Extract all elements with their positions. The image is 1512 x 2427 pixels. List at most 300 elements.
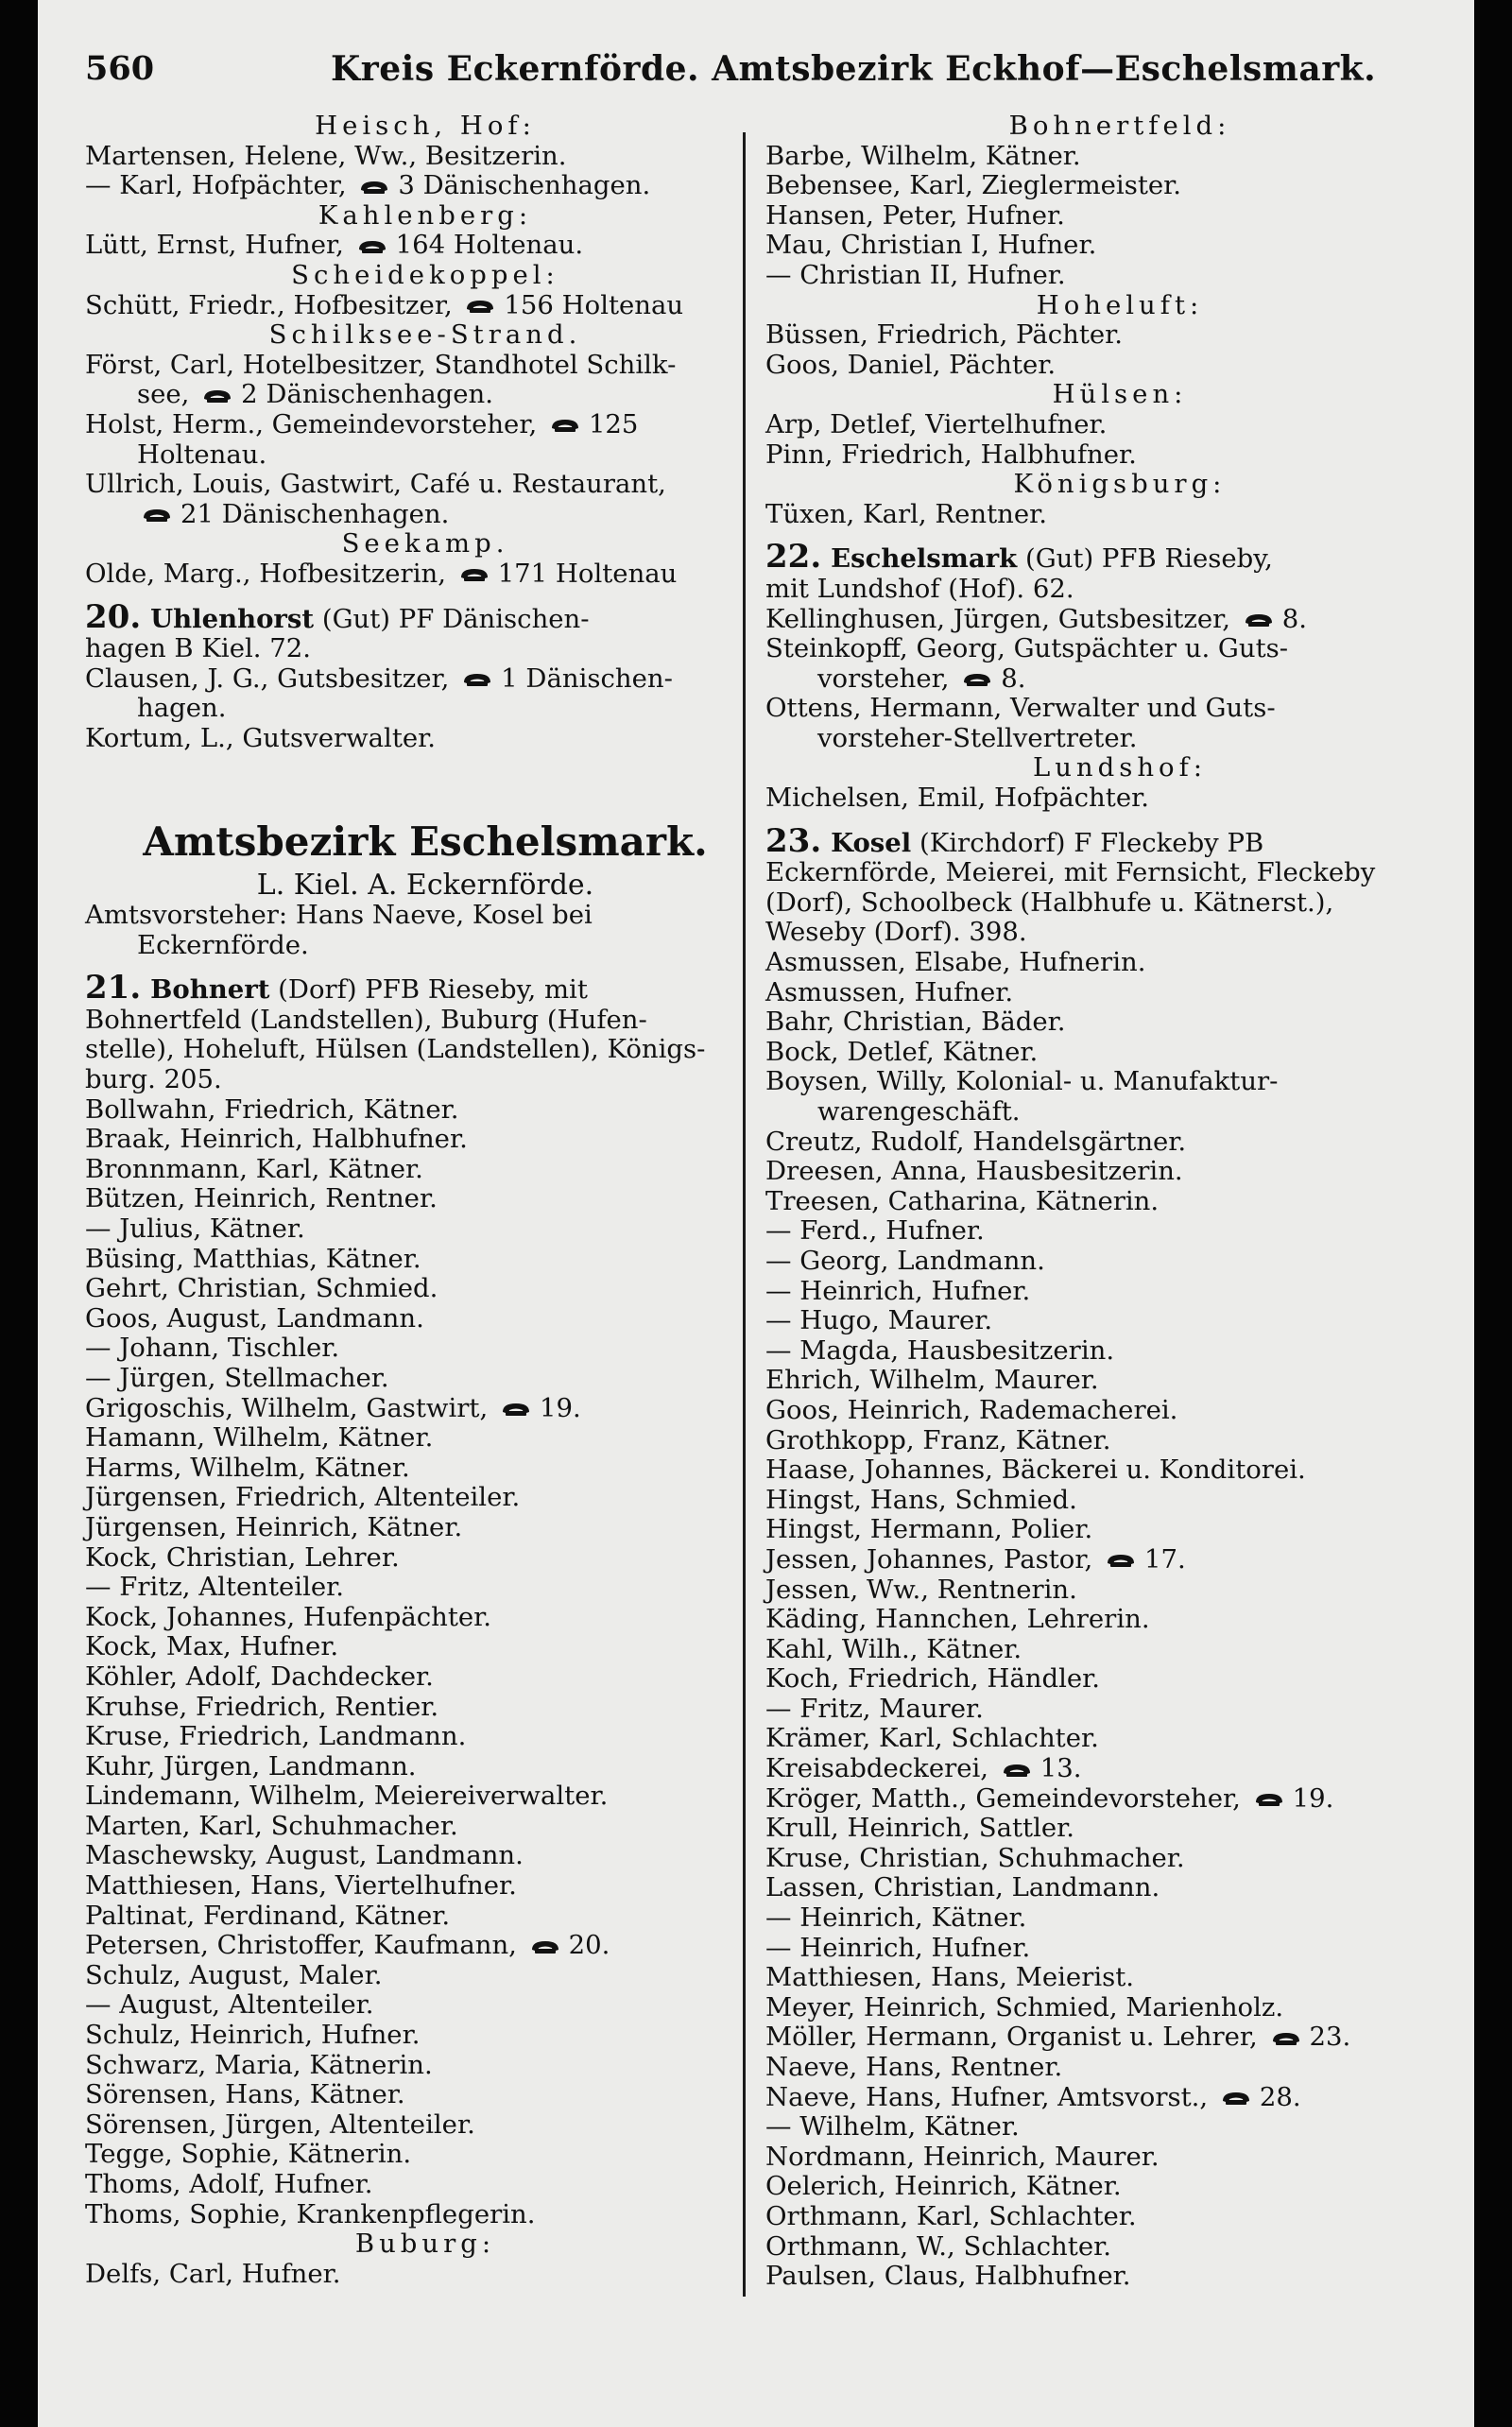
page bbox=[38, 0, 1474, 2427]
directory-line bbox=[765, 1486, 1474, 1516]
directory-line bbox=[85, 2170, 765, 2200]
line-text: Creutz, Rudolf, Handelsgärtner. bbox=[765, 1126, 1187, 1157]
line-text: L. Kiel. A. Eckernförde. bbox=[256, 869, 594, 903]
directory-line bbox=[765, 1754, 1474, 1784]
line-text: Orthmann, W., Schlachter. bbox=[765, 2230, 1111, 2262]
line-text: Thoms, Adolf, Hufner. bbox=[85, 2169, 373, 2199]
entry-number: 20. bbox=[85, 597, 142, 636]
directory-line bbox=[85, 440, 765, 471]
directory-line bbox=[765, 1635, 1474, 1665]
directory-line bbox=[85, 1184, 765, 1214]
directory-line bbox=[765, 1605, 1474, 1635]
locality-heading bbox=[85, 529, 765, 559]
line-text: Marten, Karl, Schuhmacher. bbox=[85, 1810, 458, 1841]
directory-line bbox=[85, 1961, 765, 1991]
line-text: Heisch, Hof: bbox=[315, 111, 536, 141]
directory-line bbox=[765, 171, 1474, 201]
directory-line bbox=[85, 291, 765, 321]
phone-number: 156 Holtenau bbox=[504, 289, 684, 320]
running-title: Kreis Eckernförde. Amtsbezirk Eckhof—Eschelsmark. bbox=[331, 49, 1377, 89]
line-text: Paltinat, Ferdinand, Kätner. bbox=[85, 1900, 451, 1931]
directory-line bbox=[85, 1364, 765, 1394]
line-text: hagen. bbox=[137, 693, 227, 724]
locality-heading bbox=[85, 320, 765, 351]
line-text: (Dorf), Schoolbeck (Halbhufe u. Kätnerst.), bbox=[765, 886, 1334, 918]
directory-line bbox=[765, 1545, 1474, 1575]
directory-line bbox=[765, 888, 1474, 919]
line-text: Lundshof: bbox=[1032, 752, 1208, 783]
line-text: — Heinrich, Hufner. bbox=[765, 1275, 1031, 1306]
page-header bbox=[85, 49, 1377, 106]
line-text: Kortum, L., Gutsverwalter. bbox=[85, 722, 437, 753]
line-text: Hülsen: bbox=[1052, 379, 1188, 410]
phone-number: 1 Dänischen- bbox=[501, 663, 673, 694]
line-text: Krämer, Karl, Schlachter. bbox=[765, 1723, 1099, 1754]
line-text: Kellinghusen, Jürgen, Gutsbesitzer, bbox=[765, 603, 1239, 634]
directory-line bbox=[85, 1902, 765, 1932]
line-text: Kock, Max, Hufner. bbox=[85, 1631, 339, 1662]
directory-line bbox=[765, 1247, 1474, 1277]
directory-line bbox=[765, 2112, 1474, 2143]
telephone-icon bbox=[1270, 2029, 1302, 2048]
phone-number: 23. bbox=[1309, 2022, 1351, 2053]
locality-heading bbox=[765, 470, 1474, 500]
directory-line bbox=[765, 2202, 1474, 2232]
line-text: — Christian II, Hufner. bbox=[765, 259, 1066, 290]
telephone-icon bbox=[529, 1937, 561, 1956]
directory-line bbox=[765, 1216, 1474, 1247]
line-text: Lindemann, Wilhelm, Meiereiverwalter. bbox=[85, 1781, 609, 1812]
line-text: Mau, Christian I, Hufner. bbox=[765, 230, 1097, 261]
directory-line bbox=[765, 2172, 1474, 2202]
directory-line bbox=[765, 1903, 1474, 1934]
directory-line bbox=[85, 1065, 765, 1095]
directory-line bbox=[765, 1455, 1474, 1486]
line-text: Naeve, Hans, Hufner, Amtsvorst., bbox=[765, 2081, 1216, 2112]
directory-line bbox=[85, 1931, 765, 1961]
line-text: Büsing, Matthias, Kätner. bbox=[85, 1243, 421, 1274]
line-text: Matthiesen, Hans, Viertelhufner. bbox=[85, 1870, 517, 1902]
directory-line bbox=[85, 664, 765, 695]
directory-line bbox=[85, 142, 765, 172]
line-text: (Kirchdorf) F Fleckeby PB bbox=[919, 827, 1264, 858]
directory-line bbox=[765, 1336, 1474, 1367]
entry-number: 22. bbox=[765, 538, 822, 577]
locality-heading bbox=[765, 753, 1474, 783]
line-text: Jessen, Johannes, Pastor, bbox=[765, 1543, 1101, 1575]
directory-line bbox=[85, 1095, 765, 1126]
locality-heading bbox=[85, 261, 765, 291]
line-text: Schulz, August, Maler. bbox=[85, 1959, 383, 1990]
line-text: Kock, Johannes, Hufenpächter. bbox=[85, 1601, 492, 1632]
line-text: Hingst, Hans, Schmied. bbox=[765, 1484, 1077, 1515]
line-text: Buburg: bbox=[354, 2229, 496, 2260]
directory-line bbox=[765, 261, 1474, 291]
line-text: Arp, Detlef, Viertelhufner. bbox=[765, 408, 1108, 439]
line-text: Koch, Friedrich, Händler. bbox=[765, 1663, 1101, 1695]
line-text: — Hugo, Maurer. bbox=[765, 1305, 993, 1336]
line-text: Bronnmann, Karl, Kätner. bbox=[85, 1153, 423, 1184]
directory-line bbox=[85, 410, 765, 440]
directory-line bbox=[85, 2140, 765, 2170]
telephone-icon bbox=[358, 178, 390, 197]
directory-line bbox=[765, 694, 1474, 724]
directory-line bbox=[765, 783, 1474, 814]
directory-line bbox=[85, 1990, 765, 2021]
line-text: Treesen, Catharina, Kätnerin. bbox=[765, 1185, 1160, 1216]
directory-line bbox=[85, 634, 765, 664]
line-text: Bohnertfeld: bbox=[1008, 111, 1231, 141]
section-heading bbox=[85, 819, 765, 865]
directory-line bbox=[85, 1274, 765, 1304]
directory-line bbox=[765, 575, 1474, 605]
directory-line bbox=[85, 1513, 765, 1543]
line-text: Bohnertfeld (Landstellen), Buburg (Hufen- bbox=[85, 1004, 647, 1035]
directory-line bbox=[765, 1067, 1474, 1097]
line-text: Barbe, Wilhelm, Kätner. bbox=[765, 140, 1081, 171]
line-text: Amtsbezirk Eschelsmark. bbox=[143, 818, 708, 866]
directory-line bbox=[765, 1963, 1474, 1993]
line-text: stelle), Hoheluft, Hülsen (Landstellen), Königs- bbox=[85, 1034, 706, 1065]
place-name: Kosel bbox=[831, 827, 912, 858]
line-text: Köhler, Adolf, Dachdecker. bbox=[85, 1661, 434, 1692]
line-text: Kahlenberg: bbox=[318, 199, 533, 231]
line-text: see, bbox=[137, 379, 198, 410]
line-text: — Magda, Hausbesitzerin. bbox=[765, 1334, 1115, 1366]
directory-line bbox=[85, 901, 765, 931]
directory-line bbox=[765, 978, 1474, 1008]
line-text: warengeschäft. bbox=[817, 1096, 1021, 1127]
line-text: Tegge, Sophie, Kätnerin. bbox=[85, 2139, 412, 2170]
line-text: Grothkopp, Franz, Kätner. bbox=[765, 1424, 1111, 1455]
directory-line bbox=[85, 1632, 765, 1662]
directory-line bbox=[765, 1007, 1474, 1038]
directory-line bbox=[765, 1575, 1474, 1606]
line-text: — August, Altenteiler. bbox=[85, 1989, 374, 2021]
line-text: Kahl, Wilh., Kätner. bbox=[765, 1633, 1022, 1664]
telephone-icon bbox=[464, 297, 496, 316]
telephone-icon bbox=[1243, 611, 1275, 629]
community-entry bbox=[765, 538, 1474, 577]
line-text: Krull, Heinrich, Sattler. bbox=[765, 1813, 1075, 1844]
phone-number: 19. bbox=[539, 1392, 581, 1423]
line-text: Nordmann, Heinrich, Maurer. bbox=[765, 2141, 1160, 2172]
line-text: mit Lundshof (Hof). 62. bbox=[765, 573, 1074, 604]
section-subheading bbox=[85, 870, 765, 901]
phone-number: 21 Dänischenhagen. bbox=[180, 498, 450, 529]
telephone-icon bbox=[356, 237, 388, 256]
directory-line bbox=[85, 1603, 765, 1633]
telephone-icon bbox=[500, 1400, 532, 1419]
line-text: Matthiesen, Hans, Meierist. bbox=[765, 1962, 1135, 1993]
directory-line bbox=[765, 1426, 1474, 1456]
line-text: Schulz, Heinrich, Hufner. bbox=[85, 2020, 421, 2051]
line-text: Kruse, Christian, Schuhmacher. bbox=[765, 1842, 1185, 1873]
phone-number: 3 Dänischenhagen. bbox=[398, 170, 651, 201]
directory-line bbox=[85, 1871, 765, 1902]
line-text: Delfs, Carl, Hufner. bbox=[85, 2258, 341, 2289]
line-text: Kröger, Matth., Gemeindevorsteher, bbox=[765, 1782, 1249, 1814]
locality-heading bbox=[765, 380, 1474, 410]
directory-line bbox=[765, 1306, 1474, 1336]
line-text: Scheidekoppel: bbox=[291, 259, 559, 290]
line-text: Hansen, Peter, Hufner. bbox=[765, 199, 1065, 231]
directory-line bbox=[85, 1782, 765, 1812]
directory-line bbox=[85, 2260, 765, 2290]
line-text: — Ferd., Hufner. bbox=[765, 1215, 985, 1247]
line-text: Holtenau. bbox=[137, 439, 267, 470]
line-text: burg. 205. bbox=[85, 1064, 222, 1095]
line-text: Lütt, Ernst, Hufner, bbox=[85, 230, 352, 261]
directory-line bbox=[85, 1394, 765, 1424]
line-text: Braak, Heinrich, Halbhufner. bbox=[85, 1124, 468, 1155]
line-text: Orthmann, Karl, Schlachter. bbox=[765, 2200, 1137, 2231]
line-text: (Dorf) PFB Rieseby, mit bbox=[278, 974, 588, 1006]
directory-line bbox=[765, 320, 1474, 351]
directory-line bbox=[85, 1006, 765, 1036]
directory-line bbox=[765, 440, 1474, 471]
line-text: Königsburg: bbox=[1013, 469, 1227, 500]
directory-line bbox=[85, 1693, 765, 1723]
line-text: Schütt, Friedr., Hofbesitzer, bbox=[85, 289, 461, 320]
phone-number: 20. bbox=[568, 1930, 610, 1961]
line-text: Möller, Hermann, Organist u. Lehrer, bbox=[765, 2022, 1266, 2053]
phone-number: 13. bbox=[1040, 1753, 1082, 1784]
line-text: Amtsvorsteher: Hans Naeve, Kosel bei bbox=[85, 900, 593, 931]
line-text: Käding, Hannchen, Lehrerin. bbox=[765, 1604, 1150, 1635]
directory-line bbox=[85, 1752, 765, 1782]
locality-heading bbox=[765, 112, 1474, 142]
line-text: Naeve, Hans, Rentner. bbox=[765, 2052, 1063, 2082]
line-text: Michelsen, Emil, Hofpächter. bbox=[765, 783, 1149, 814]
line-text: Holst, Herm., Gemeindevorsteher, bbox=[85, 408, 545, 439]
line-text: Grigoschis, Wilhelm, Gastwirt, bbox=[85, 1392, 496, 1423]
line-text: hagen B Kiel. 72. bbox=[85, 633, 312, 664]
line-text: Meyer, Heinrich, Schmied, Marienholz. bbox=[765, 1991, 1284, 2022]
directory-line bbox=[765, 2232, 1474, 2263]
directory-line bbox=[765, 1396, 1474, 1426]
directory-line bbox=[85, 470, 765, 500]
locality-heading bbox=[85, 2229, 765, 2260]
locality-heading bbox=[85, 201, 765, 232]
line-text: Jessen, Ww., Rentnerin. bbox=[765, 1574, 1077, 1605]
telephone-icon bbox=[549, 416, 581, 435]
line-text: Thoms, Sophie, Krankenpflegerin. bbox=[85, 2198, 536, 2229]
directory-line bbox=[85, 1245, 765, 1275]
line-text: Petersen, Christoffer, Kaufmann, bbox=[85, 1930, 525, 1961]
line-text: Bebensee, Karl, Zieglermeister. bbox=[765, 170, 1182, 201]
directory-line bbox=[765, 1814, 1474, 1844]
directory-line bbox=[85, 2080, 765, 2110]
phone-number: 19. bbox=[1292, 1782, 1334, 1814]
line-text: Schwarz, Maria, Kätnerin. bbox=[85, 2049, 433, 2080]
directory-line bbox=[765, 1277, 1474, 1307]
line-text: Kruhse, Friedrich, Rentier. bbox=[85, 1691, 439, 1722]
locality-heading bbox=[85, 112, 765, 142]
line-text: Dreesen, Anna, Hausbesitzerin. bbox=[765, 1156, 1183, 1187]
directory-line bbox=[85, 231, 765, 261]
line-text: Schilksee-Strand. bbox=[268, 319, 582, 351]
directory-line bbox=[765, 2083, 1474, 2113]
directory-line bbox=[85, 1662, 765, 1693]
line-text: Goos, August, Landmann. bbox=[85, 1302, 424, 1334]
telephone-icon bbox=[461, 670, 493, 689]
line-text: Bahr, Christian, Bäder. bbox=[765, 1007, 1066, 1038]
line-text: — Heinrich, Hufner. bbox=[765, 1932, 1031, 1963]
line-text: Ottens, Hermann, Verwalter und Guts- bbox=[765, 693, 1276, 724]
line-text: Hingst, Hermann, Polier. bbox=[765, 1514, 1093, 1545]
line-text: Bollwahn, Friedrich, Kätner. bbox=[85, 1093, 459, 1125]
telephone-icon bbox=[201, 387, 233, 405]
right-column bbox=[765, 112, 1474, 2292]
community-entry bbox=[85, 969, 765, 1007]
line-text: Kuhr, Jürgen, Landmann. bbox=[85, 1750, 417, 1782]
directory-line bbox=[85, 1214, 765, 1245]
line-text: Steinkopff, Georg, Gutspächter u. Guts- bbox=[765, 633, 1289, 664]
line-text: Martensen, Helene, Ww., Besitzerin. bbox=[85, 140, 567, 171]
line-text: Büssen, Friedrich, Pächter. bbox=[765, 319, 1124, 351]
directory-line bbox=[85, 1304, 765, 1334]
line-text: Lassen, Christian, Landmann. bbox=[765, 1872, 1160, 1903]
telephone-icon bbox=[1105, 1551, 1137, 1570]
directory-line bbox=[765, 858, 1474, 888]
line-text: Gehrt, Christian, Schmied. bbox=[85, 1273, 438, 1304]
directory-line bbox=[85, 694, 765, 724]
line-text: Bützen, Heinrich, Rentner. bbox=[85, 1183, 438, 1214]
line-text: Paulsen, Claus, Halbhufner. bbox=[765, 2261, 1131, 2292]
directory-line bbox=[85, 2110, 765, 2141]
phone-number: 17. bbox=[1143, 1543, 1186, 1575]
line-text: Kreisabdeckerei, bbox=[765, 1753, 997, 1784]
place-name: Uhlenhorst bbox=[150, 603, 315, 634]
entry-number: 23. bbox=[765, 821, 822, 860]
page-number: 560 bbox=[85, 49, 155, 88]
directory-line bbox=[85, 2051, 765, 2081]
directory-line bbox=[765, 2053, 1474, 2083]
line-text: Asmussen, Hufner. bbox=[765, 976, 1014, 1007]
directory-line bbox=[85, 724, 765, 754]
directory-line bbox=[765, 1097, 1474, 1127]
telephone-icon bbox=[961, 670, 993, 689]
line-text: Kruse, Friedrich, Landmann. bbox=[85, 1721, 467, 1752]
line-text: — Heinrich, Kätner. bbox=[765, 1902, 1027, 1934]
line-text: Maschewsky, August, Landmann. bbox=[85, 1840, 524, 1871]
directory-line bbox=[85, 171, 765, 201]
line-text: Seekamp. bbox=[341, 528, 509, 559]
directory-line bbox=[765, 231, 1474, 261]
line-text: — Wilhelm, Kätner. bbox=[765, 2111, 1020, 2143]
line-text: Sörensen, Hans, Kätner. bbox=[85, 2079, 405, 2110]
line-text: Jürgensen, Friedrich, Altenteiler. bbox=[85, 1482, 521, 1513]
directory-line bbox=[765, 2262, 1474, 2292]
line-text: Eckernförde, Meierei, mit Fernsicht, Fleckeby bbox=[765, 857, 1376, 888]
directory-line bbox=[765, 1784, 1474, 1815]
line-text: — Johann, Tischler. bbox=[85, 1333, 340, 1364]
directory-line bbox=[765, 2143, 1474, 2173]
line-text: — Fritz, Maurer. bbox=[765, 1693, 984, 1724]
line-text: (Gut) PF Dänischen- bbox=[321, 603, 590, 634]
phone-number: 2 Dänischenhagen. bbox=[241, 379, 493, 410]
directory-line bbox=[765, 1366, 1474, 1396]
directory-line bbox=[765, 142, 1474, 172]
directory-line bbox=[765, 724, 1474, 754]
line-text: Haase, Johannes, Bäckerei u. Konditorei. bbox=[765, 1454, 1306, 1486]
directory-line bbox=[85, 931, 765, 961]
directory-line bbox=[765, 1515, 1474, 1545]
phone-number: 8. bbox=[1001, 663, 1026, 694]
line-text: — Georg, Landmann. bbox=[765, 1245, 1045, 1276]
directory-line bbox=[85, 1722, 765, 1752]
directory-line bbox=[765, 201, 1474, 232]
directory-line bbox=[85, 2021, 765, 2051]
directory-line bbox=[765, 351, 1474, 381]
line-text: vorsteher-Stellvertreter. bbox=[817, 722, 1138, 753]
line-text: Weseby (Dorf). 398. bbox=[765, 917, 1027, 948]
line-text: Goos, Heinrich, Rademacherei. bbox=[765, 1394, 1178, 1425]
line-text: Bock, Detlef, Kätner. bbox=[765, 1036, 1039, 1067]
directory-line bbox=[85, 1334, 765, 1364]
directory-line bbox=[765, 1157, 1474, 1187]
line-text: Ehrich, Wilhelm, Maurer. bbox=[765, 1365, 1099, 1396]
directory-line bbox=[85, 1812, 765, 1842]
line-text: Kock, Christian, Lehrer. bbox=[85, 1541, 400, 1573]
directory-line bbox=[765, 2022, 1474, 2053]
directory-line bbox=[765, 1695, 1474, 1725]
directory-line bbox=[765, 664, 1474, 695]
directory-line bbox=[85, 351, 765, 381]
directory-line bbox=[85, 1155, 765, 1185]
directory-line bbox=[765, 1187, 1474, 1217]
community-entry bbox=[85, 597, 765, 636]
directory-line bbox=[85, 1841, 765, 1871]
line-text: Eckernförde. bbox=[137, 929, 309, 960]
line-text: Clausen, J. G., Gutsbesitzer, bbox=[85, 663, 458, 694]
community-entry bbox=[765, 821, 1474, 860]
directory-line bbox=[765, 1844, 1474, 1874]
directory-line bbox=[85, 1454, 765, 1484]
directory-line bbox=[85, 380, 765, 410]
entry-number: 21. bbox=[85, 969, 142, 1007]
directory-line bbox=[85, 1035, 765, 1065]
directory-line bbox=[85, 1573, 765, 1603]
directory-line bbox=[765, 1664, 1474, 1695]
phone-number: 164 Holtenau. bbox=[395, 230, 584, 261]
directory-line bbox=[765, 1934, 1474, 1964]
phone-number: 171 Holtenau bbox=[497, 558, 678, 589]
directory-line bbox=[85, 1125, 765, 1155]
line-text: Hamann, Wilhelm, Kätner. bbox=[85, 1422, 434, 1454]
line-text: — Julius, Kätner. bbox=[85, 1214, 305, 1244]
line-text: — Jürgen, Stellmacher. bbox=[85, 1362, 389, 1393]
line-text: vorsteher, bbox=[817, 663, 958, 694]
directory-line bbox=[765, 410, 1474, 440]
line-text: Harms, Wilhelm, Kätner. bbox=[85, 1452, 410, 1483]
telephone-icon bbox=[458, 565, 490, 584]
line-text: Asmussen, Elsabe, Hufnerin. bbox=[765, 947, 1146, 978]
directory-line bbox=[765, 1724, 1474, 1754]
line-text: Goos, Daniel, Pächter. bbox=[765, 349, 1057, 380]
directory-line bbox=[85, 1423, 765, 1454]
directory-line bbox=[85, 500, 765, 530]
directory-line bbox=[765, 500, 1474, 530]
directory-line bbox=[85, 1483, 765, 1513]
line-text: — Fritz, Altenteiler. bbox=[85, 1572, 345, 1603]
directory-line bbox=[765, 1873, 1474, 1903]
line-text: Jürgensen, Heinrich, Kätner. bbox=[85, 1511, 463, 1542]
line-text: Boysen, Willy, Kolonial- u. Manufaktur- bbox=[765, 1066, 1279, 1097]
line-text: — Karl, Hofpächter, bbox=[85, 170, 355, 201]
directory-line bbox=[765, 948, 1474, 978]
